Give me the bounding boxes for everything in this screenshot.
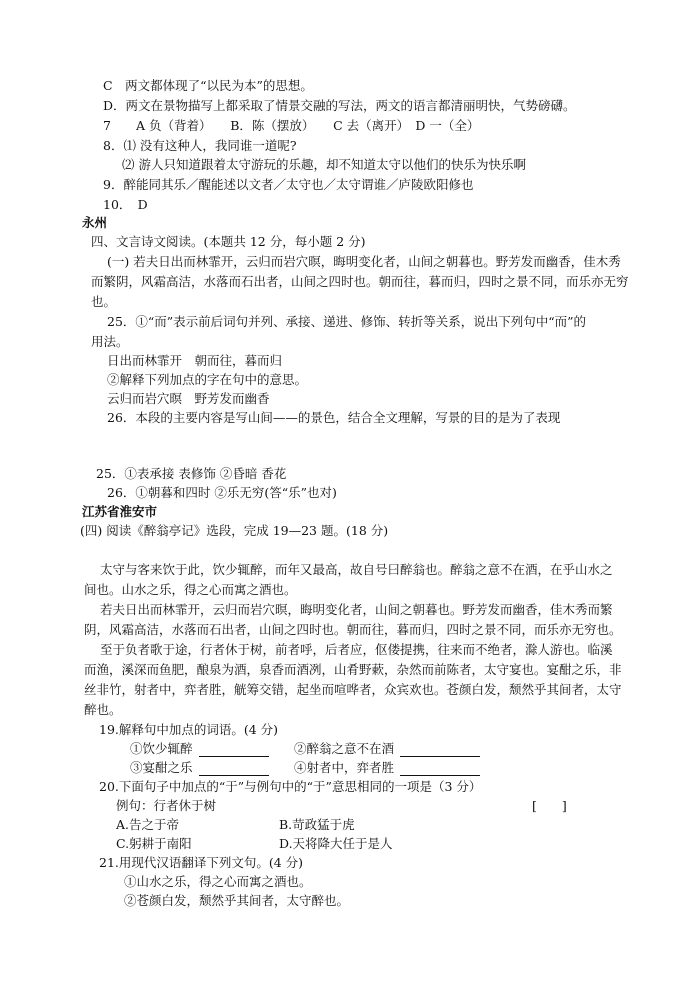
section-heading: 四、文言诗文阅读。(本题共 12 分，每小题 2 分): [91, 234, 366, 249]
heading-huaian: 江苏省淮安市: [82, 504, 158, 519]
option-b: B.苛政猛于虎: [279, 817, 355, 832]
section-intro: (四) 阅读《醉翁亭记》选段，完成 19—23 题。(18 分): [80, 523, 389, 538]
question-19-item: ③宴酣之乐: [130, 760, 269, 776]
question-25: 25．①“而”表示前后词句并列、承接、递进、修饰、转折等关系，说出下列句中“而”的: [107, 314, 586, 329]
answer-blank[interactable]: [400, 763, 480, 776]
question-25-cont: 用法。: [91, 334, 129, 349]
passage-line: (一) 若夫日出而林霏开，云归而岩穴暝，晦明变化者，山间之朝暮也。野芳发而幽香，佳木秀: [107, 254, 621, 269]
passage-line: 至于负者歌于途，行者休于树，前者呼，后者应，伛偻提携，往来而不绝者，滁人游也。临溪: [100, 642, 613, 657]
answer-blank[interactable]: [199, 763, 269, 776]
answer-q8b: ⑵ 游人只知道跟着太守游玩的乐趣，却不知道太守以他们的快乐为快乐啊: [122, 157, 526, 172]
passage-line: 而繁阴，风霜高洁，水落而石出者，山间之四时也。朝而往，暮而归，四时之景不同，而乐亦无穷: [91, 274, 629, 289]
question-19-item: ②醉翁之意不在酒: [294, 741, 480, 757]
passage-line: 太守与客来饮于此，饮少辄醉，而年又最高，故自号曰醉翁也。醉翁之意不在酒，在乎山水之: [100, 562, 613, 577]
answer-q7: 7 A 负（背着） B．陈（摆放） C 去（离开） D 一（全）: [103, 118, 480, 133]
question-21: 21.用现代汉语翻译下列文句。(4 分): [99, 855, 304, 870]
option-a: A.告之于帝: [116, 817, 180, 832]
option-c: C.躬耕于南阳: [116, 836, 192, 851]
passage-line: 阴，风霜高洁，水落而石出者，山间之四时也。朝而往，暮而归，四时之景不同，而乐亦无穷也。: [84, 622, 622, 637]
question-19-item: ④射者中，弈者胜: [294, 760, 480, 776]
question-25-sub: ②解释下列加点的字在句中的意思。: [107, 372, 308, 387]
question-19-item: ①饮少辄醉: [130, 741, 269, 757]
answer-q9: 9．醉能同其乐／醒能述以文者／太守也／太守谓谁／庐陵欧阳修也: [103, 177, 474, 192]
answer-25: 25．①表承接 表修饰 ②昏暗 香花: [96, 466, 287, 481]
question-20-example: 例句：行者休于树: [116, 798, 217, 813]
passage-line: 间也。山水之乐，得之心而寓之酒也。: [84, 582, 297, 597]
passage-line: 也。: [91, 294, 117, 309]
answer-q10: 10． D: [103, 197, 148, 212]
answer-q8a: 8．⑴ 没有这种人，我同谁一道呢?: [103, 138, 297, 153]
option-d: D.天将降大任于是人: [279, 836, 393, 851]
answer-blank[interactable]: [400, 744, 480, 757]
passage-line: 若夫日出而林霏开，云归而岩穴暝，晦明变化者，山间之朝暮也。野芳发而幽香，佳木秀而繁: [100, 602, 613, 617]
question-21-item: ①山水之乐，得之心而寓之酒也。: [124, 874, 312, 889]
question-25-example: 云归而岩穴暝 野芳发而幽香: [107, 391, 270, 406]
answer-26: 26．①朝暮和四时 ②乐无穷(答“乐”也对): [107, 485, 337, 500]
passage-line: 醉也。: [84, 702, 122, 717]
question-20: 20.下面句子中加点的“于”与例句中的“于”意思相同的一项是（3 分）: [99, 779, 482, 794]
answer-blank[interactable]: [199, 744, 269, 757]
question-25-example: 日出而林霏开 朝而往，暮而归: [107, 353, 283, 368]
question-21-item: ②苍颜白发，颓然乎其间者，太守醉也。: [124, 893, 350, 908]
passage-line: 而渔，溪深而鱼肥，酿泉为酒，泉香而酒冽，山肴野蔌，杂然而前陈者，太守宴也。宴酣之乐，非: [84, 662, 622, 677]
answer-bracket[interactable]: [ ]: [532, 798, 567, 813]
question-26: 26．本段的主要内容是写山间——的景色，结合全文理解，写景的目的是为了表现: [107, 410, 561, 425]
question-19: 19.解释句中加点的词语。(4 分): [99, 722, 279, 737]
heading-yongzhou: 永州: [82, 215, 108, 230]
answer-d: D．两文在景物描写上都采取了情景交融的写法，两文的语言都清丽明快，气势磅礴。: [103, 98, 576, 113]
passage-line: 丝非竹，射者中，弈者胜，觥筹交错，起坐而喧哗者，众宾欢也。苍颜白发，颓然乎其间者，太守: [84, 682, 622, 697]
answer-c: C 两文都体现了“以民为本”的思想。: [103, 78, 313, 93]
